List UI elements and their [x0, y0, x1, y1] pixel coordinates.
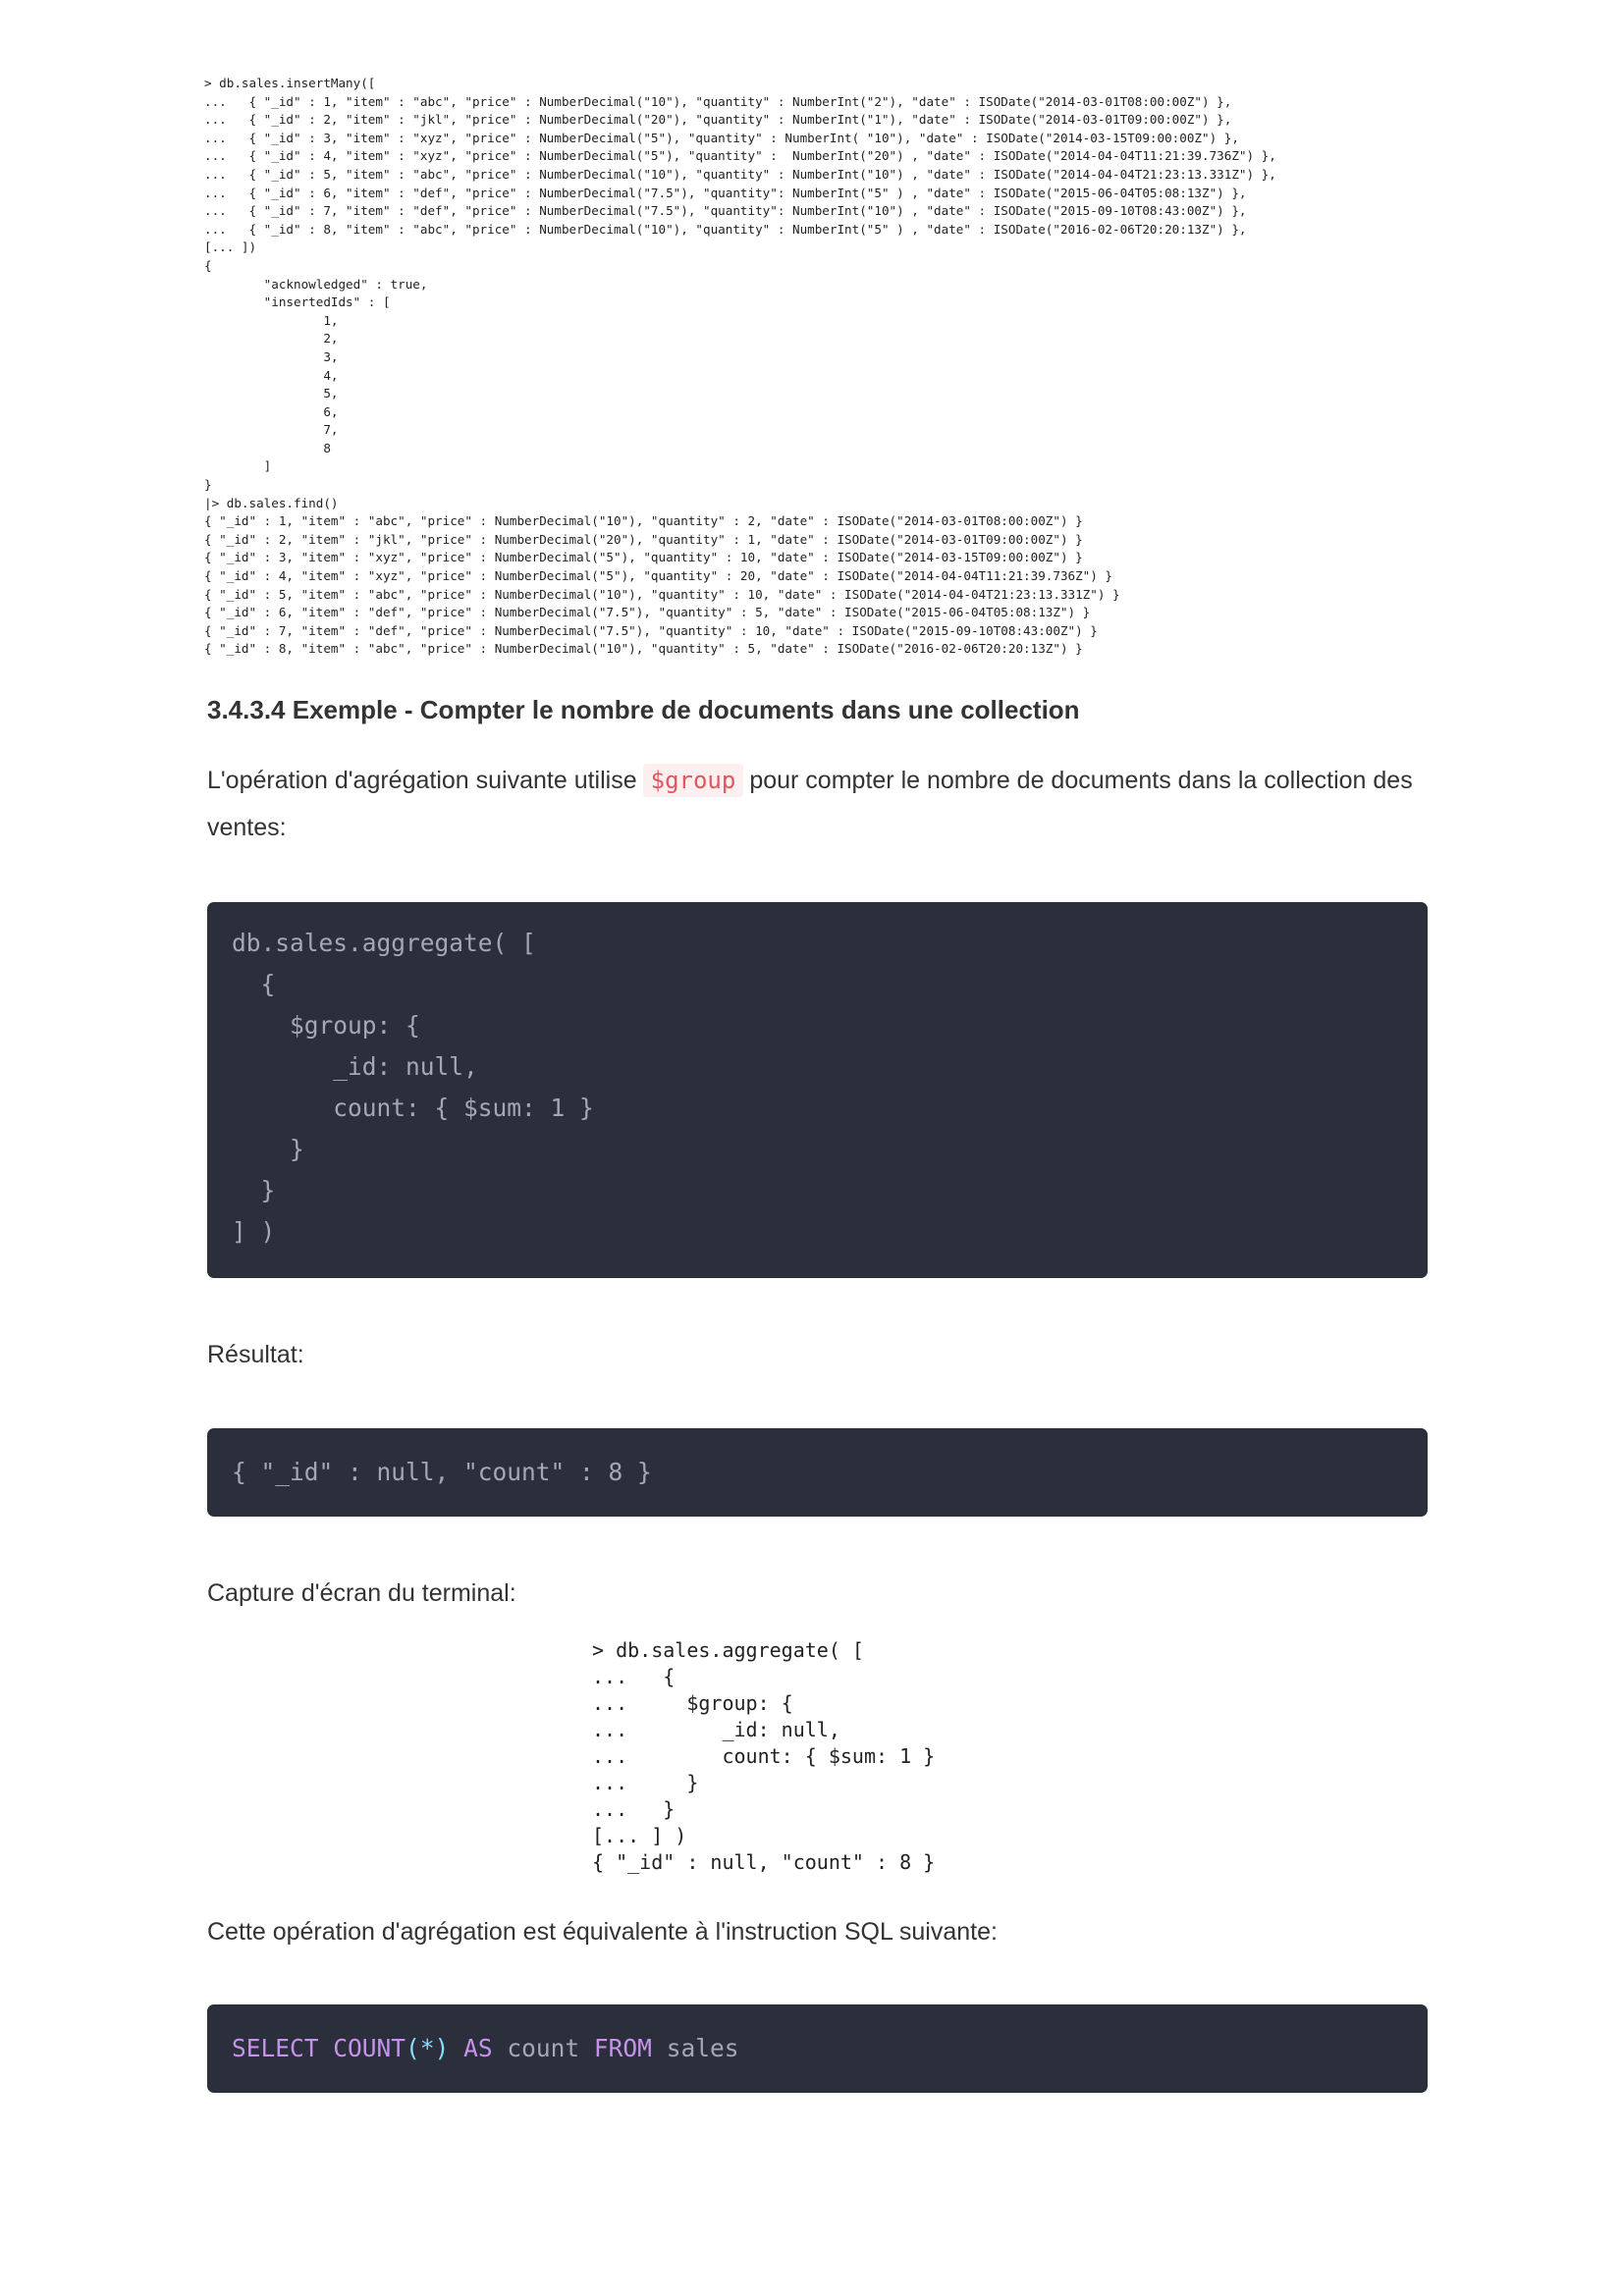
terminal-line: {: [204, 257, 212, 273]
terminal-line: > db.sales.insertMany([: [204, 76, 376, 90]
sql-alias: count: [507, 2034, 580, 2062]
terminal-screenshot-insert-find: [204, 75, 1441, 659]
terminal-line: 1,: [204, 312, 339, 328]
terminal-line: }: [204, 477, 212, 493]
terminal-line: ... { "_id" : 3, "item" : "xyz", "price" : NumberDecimal("5"), "quantity" : NumberInt( "10"), "date" : ISODate("2014-03-15T09:00:00Z") },: [204, 130, 1239, 145]
terminal-line: 4,: [204, 367, 339, 383]
terminal-line: ... { "_id" : 5, "item" : "abc", "price" : NumberDecimal("10"), "quantity" : NumberInt("10") , "date" : ISODate("2014-04-04T21:23:13.331Z") },: [204, 166, 1276, 182]
terminal-line: 2,: [204, 331, 339, 347]
sql-label: Cette opération d'agrégation est équivalente à l'instruction SQL suivante:: [207, 1918, 998, 1946]
terminal-line: ... { "_id" : 4, "item" : "xyz", "price" : NumberDecimal("5"), "quantity" : NumberInt("20") , "date" : ISODate("2014-04-04T11:21:39.736Z") },: [204, 148, 1276, 164]
terminal-line: { "_id" : 3, "item" : "xyz", "price" : NumberDecimal("5"), "quantity" : 10, "date" : ISODate("2014-03-15T09:00:00Z") }: [204, 550, 1083, 565]
capture-label: Capture d'écran du terminal:: [207, 1579, 516, 1607]
terminal-line: { "_id" : 4, "item" : "xyz", "price" : NumberDecimal("5"), "quantity" : 20, "date" : ISODate("2014-04-04T11:21:39.736Z") }: [204, 568, 1113, 584]
terminal-line: ... { "_id" : 6, "item" : "def", "price" : NumberDecimal("7.5"), "quantity": NumberInt("5" ) , "date" : ISODate("2015-06-04T05:08:13Z") },: [204, 185, 1247, 200]
result-label: Résultat:: [207, 1341, 304, 1368]
terminal-line: { "_id" : 7, "item" : "def", "price" : NumberDecimal("7.5"), "quantity" : 10, "date" : ISODate("2015-09-10T08:43:00Z") }: [204, 622, 1098, 638]
intro-text-before: L'opération d'agrégation suivante utilise: [207, 767, 637, 794]
intro-text-after: pour compter le nombre de documents dans la collection des ventes:: [207, 767, 1413, 841]
sql-close-paren: ): [434, 2034, 450, 2062]
terminal-line: "acknowledged" : true,: [204, 276, 428, 292]
sql-code: [232, 2028, 1403, 2069]
terminal-line: 5,: [204, 386, 339, 401]
sql-open-paren: (: [406, 2034, 420, 2062]
terminal-line: [... ]): [204, 240, 257, 255]
sql-table: sales: [666, 2034, 739, 2062]
terminal-line: 3,: [204, 348, 339, 364]
sql-keyword-select: SELECT: [232, 2034, 319, 2062]
terminal-line: { "_id" : 5, "item" : "abc", "price" : NumberDecimal("10"), "quantity" : 10, "date" : ISODate("2014-04-04T21:23:13.331Z") }: [204, 586, 1120, 602]
terminal-line: 7,: [204, 422, 339, 438]
result-code-block: [207, 1428, 1428, 1517]
terminal-line: |> db.sales.find(): [204, 495, 339, 510]
sql-keyword-as: AS: [463, 2034, 493, 2062]
terminal-line: 8: [204, 440, 331, 455]
intro-paragraph: [207, 757, 1425, 851]
terminal-line: "insertedIds" : [: [204, 294, 391, 310]
sql-star: *: [419, 2034, 435, 2062]
terminal-line: ... { "_id" : 7, "item" : "def", "price" : NumberDecimal("7.5"), "quantity": NumberInt("10") , "date" : ISODate("2015-09-10T08:43:00Z") },: [204, 203, 1247, 219]
terminal-line: { "_id" : 6, "item" : "def", "price" : NumberDecimal("7.5"), "quantity" : 5, "date" : ISODate("2015-06-04T05:08:13Z") }: [204, 605, 1091, 620]
terminal-screenshot-aggregate: > db.sales.aggregate( [ ... { ... $group: { ... _id: null, ... count: { $sum: 1 } ... } ... } [... ] ) { "_id" : null, "count" : 8 }: [592, 1638, 936, 1874]
terminal-line: { "_id" : 8, "item" : "abc", "price" : NumberDecimal("10"), "quantity" : 5, "date" : ISODate("2016-02-06T20:20:13Z") }: [204, 641, 1083, 657]
terminal-line: ... { "_id" : 2, "item" : "jkl", "price" : NumberDecimal("20"), "quantity" : NumberInt("1"), "date" : ISODate("2014-03-01T09:00:00Z") },: [204, 112, 1232, 128]
section-heading: 3.4.3.4 Exemple - Compter le nombre de documents dans une collection: [207, 695, 1080, 724]
terminal-line: { "_id" : 1, "item" : "abc", "price" : NumberDecimal("10"), "quantity" : 2, "date" : ISODate("2014-03-01T08:00:00Z") }: [204, 513, 1083, 529]
terminal-line: ... { "_id" : 8, "item" : "abc", "price" : NumberDecimal("10"), "quantity" : NumberInt("5" ) , "date" : ISODate("2016-02-06T20:20:13Z") },: [204, 221, 1247, 237]
inline-code-group: $group: [643, 764, 744, 797]
sql-keyword-from: FROM: [593, 2034, 652, 2062]
terminal-line: 6,: [204, 403, 339, 419]
terminal-line: ... { "_id" : 1, "item" : "abc", "price" : NumberDecimal("10"), "quantity" : NumberInt("2"), "date" : ISODate("2014-03-01T08:00:00Z") },: [204, 93, 1232, 109]
result-code: { "_id" : null, "count" : 8 }: [232, 1458, 652, 1486]
terminal-line: ]: [204, 458, 272, 474]
aggregate-code-block: [207, 902, 1428, 1278]
aggregate-code: db.sales.aggregate( [ { $group: { _id: null, count: { $sum: 1 } } } ] ): [232, 929, 594, 1246]
sql-function-count: COUNT: [333, 2034, 406, 2062]
sql-code-block: [207, 2004, 1428, 2093]
terminal-line: { "_id" : 2, "item" : "jkl", "price" : NumberDecimal("20"), "quantity" : 1, "date" : ISODate("2014-03-01T09:00:00Z") }: [204, 531, 1083, 547]
